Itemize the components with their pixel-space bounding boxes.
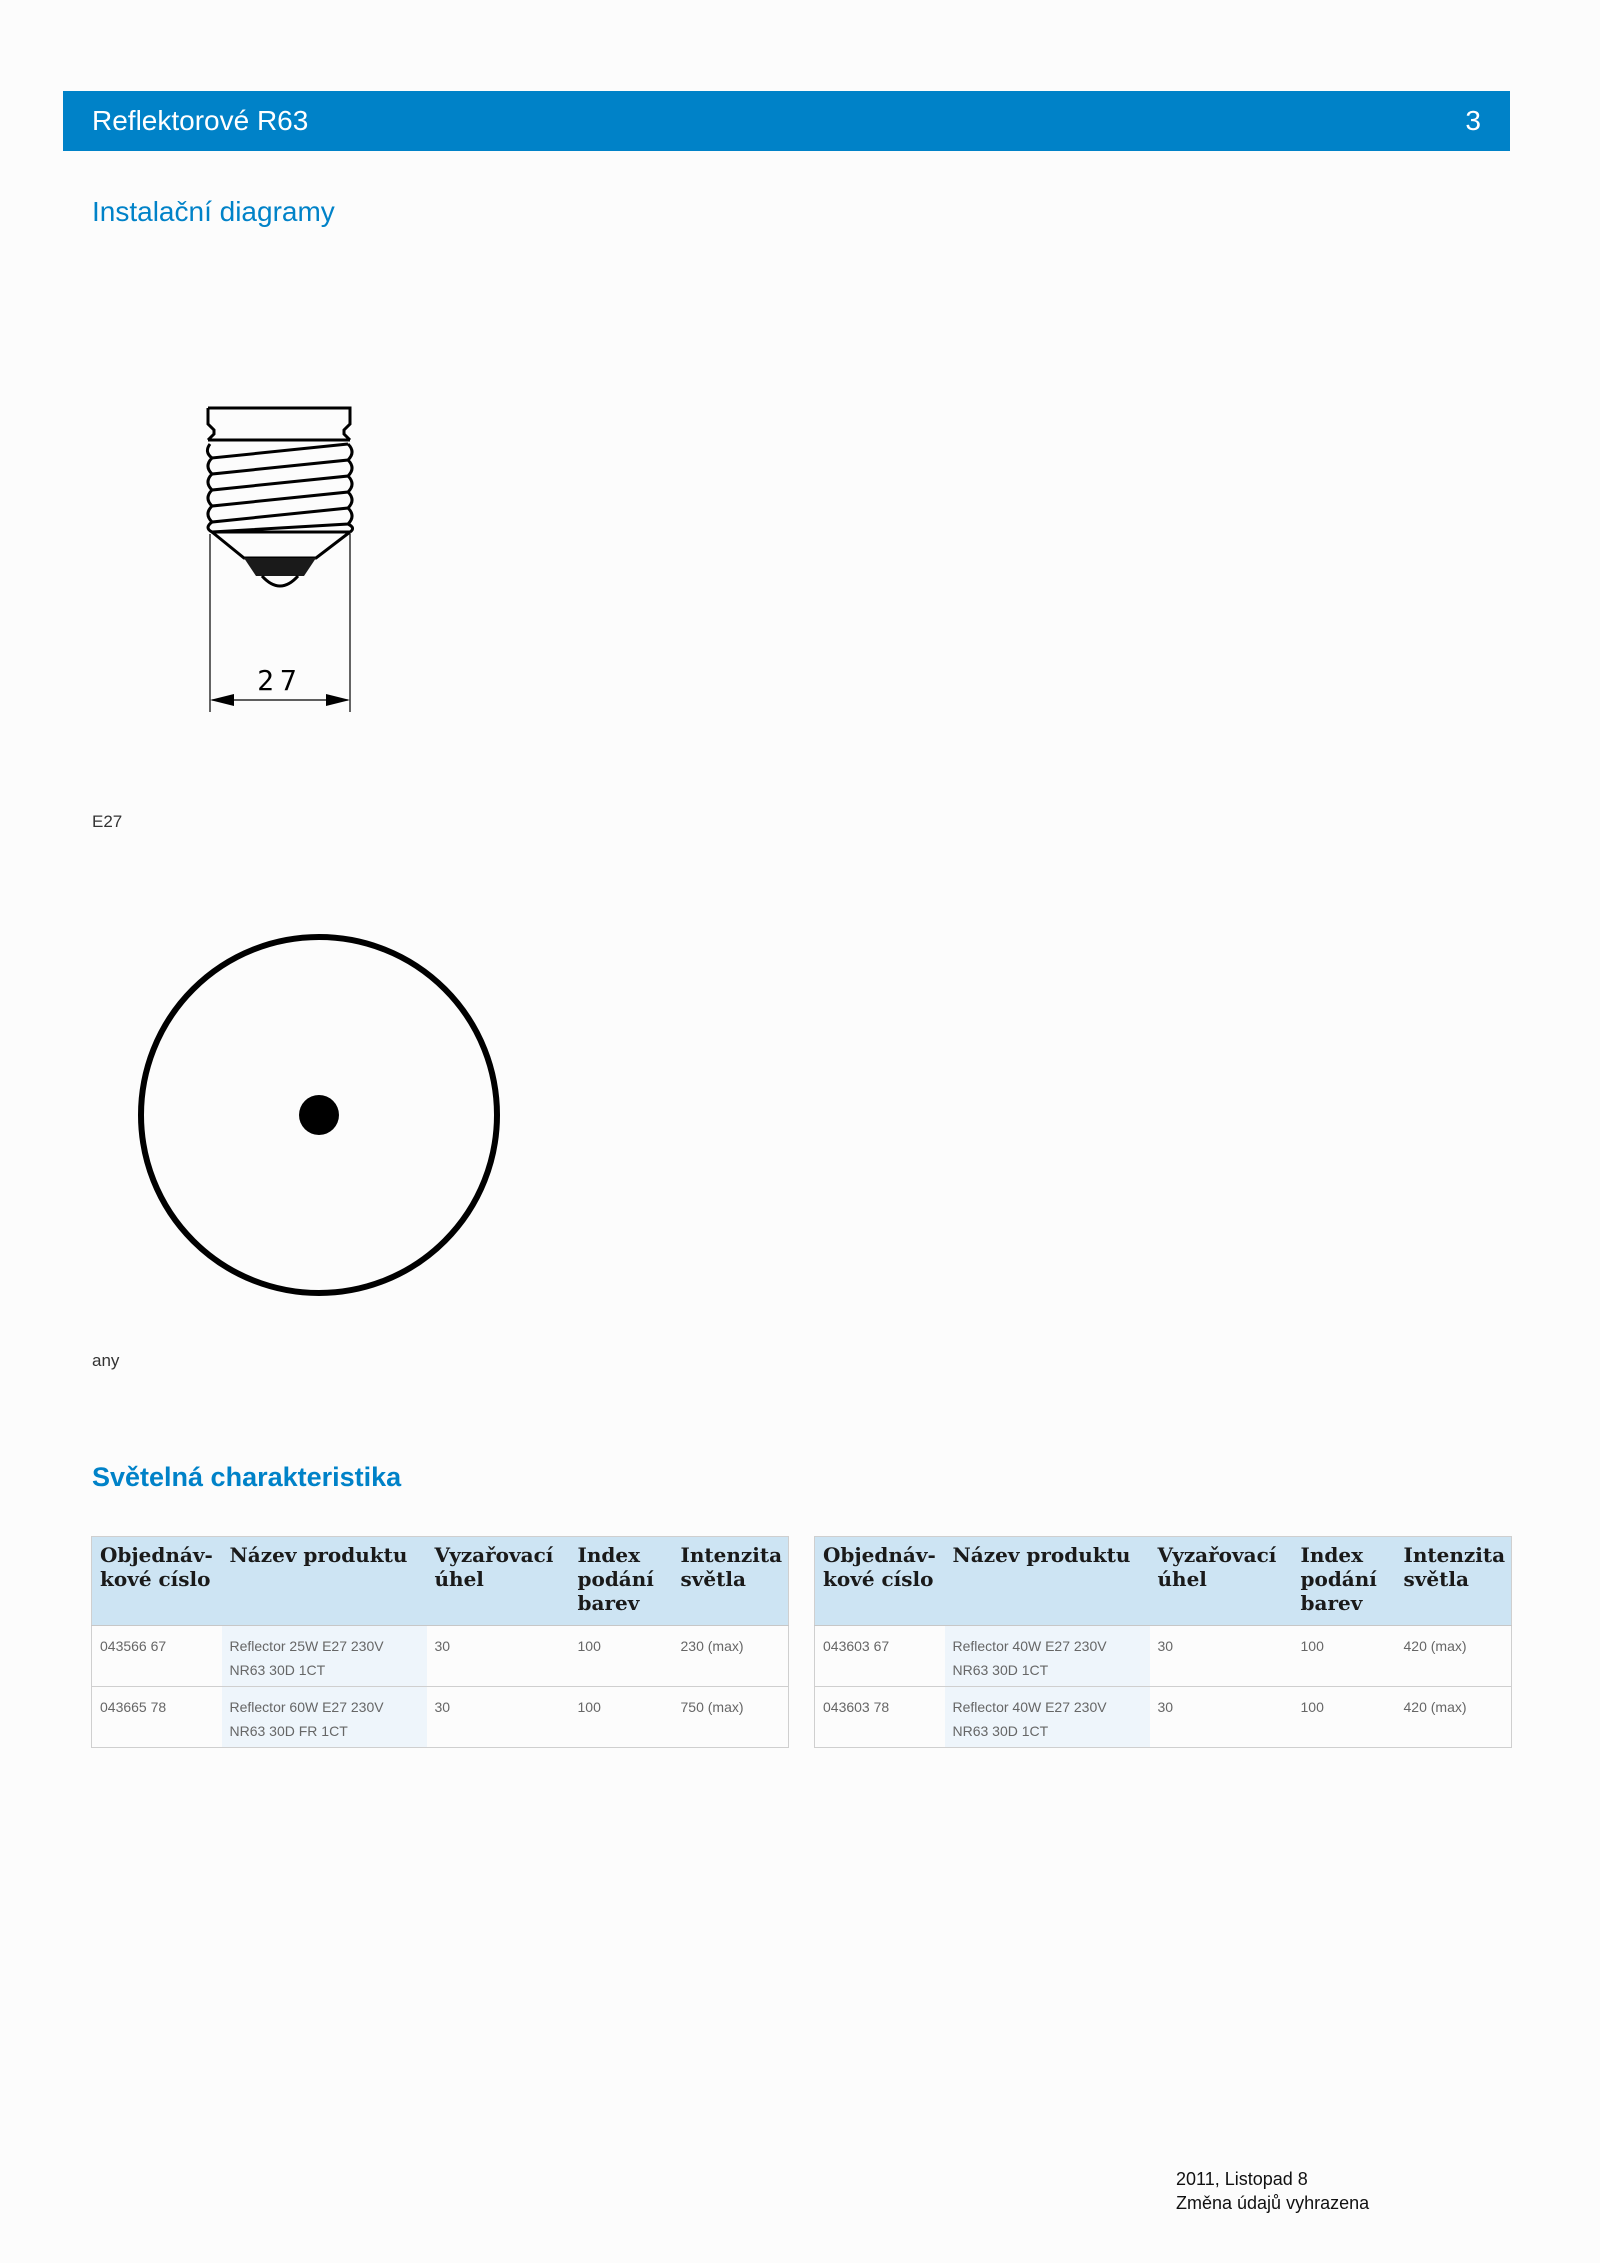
cri-value: 100 — [570, 1626, 673, 1687]
order-number: 043603 78 — [815, 1687, 945, 1748]
table-header-row — [815, 1537, 1512, 1626]
e27-cap-diagram — [200, 400, 360, 720]
e27-caption: E27 — [92, 812, 123, 831]
intensity-value: 420 (max) — [1396, 1687, 1512, 1748]
footer-note: Změna údajů vyhrazena — [1176, 2193, 1370, 2213]
order-number: 043603 67 — [815, 1626, 945, 1687]
col-intensity: Intenzita světla — [1396, 1537, 1512, 1626]
document-title: Reflektorové R63 — [92, 105, 309, 136]
col-order-number: Objednáv-kové císlo — [815, 1537, 945, 1626]
table-row — [92, 1626, 789, 1687]
footer-date: 2011, Listopad 8 — [1176, 2169, 1308, 2189]
product-name: Reflector 25W E27 230V NR63 30D 1CT — [222, 1626, 427, 1687]
light-characteristics-heading: Světelná charakteristika — [92, 1462, 402, 1492]
cri-value: 100 — [570, 1687, 673, 1748]
beam-angle: 30 — [1150, 1687, 1293, 1748]
table-row — [92, 1687, 789, 1748]
col-intensity: Intenzita světla — [673, 1537, 789, 1626]
col-beam-angle: Vyzařovací úhel — [1150, 1537, 1293, 1626]
product-name: Reflector 40W E27 230V NR63 30D 1CT — [945, 1687, 1150, 1748]
footer — [1176, 2167, 1369, 2215]
col-product-name: Název produktu — [945, 1537, 1150, 1626]
table-row — [815, 1626, 1512, 1687]
col-beam-angle: Vyzařovací úhel — [427, 1537, 570, 1626]
beam-angle: 30 — [427, 1687, 570, 1748]
cri-value: 100 — [1293, 1687, 1396, 1748]
cri-value: 100 — [1293, 1626, 1396, 1687]
col-cri: Index podání barev — [1293, 1537, 1396, 1626]
any-caption: any — [92, 1351, 120, 1370]
intensity-value: 230 (max) — [673, 1626, 789, 1687]
table-header-row — [92, 1537, 789, 1626]
intensity-value: 750 (max) — [673, 1687, 789, 1748]
product-name: Reflector 40W E27 230V NR63 30D 1CT — [945, 1626, 1150, 1687]
intensity-value: 420 (max) — [1396, 1626, 1512, 1687]
light-table-left — [91, 1536, 789, 1748]
col-order-number: Objednáv-kové císlo — [92, 1537, 222, 1626]
install-diagrams-title: Instalační diagramy — [92, 196, 335, 227]
col-cri: Index podání barev — [570, 1537, 673, 1626]
e27-dimension-label: 27 — [257, 664, 303, 697]
table-row — [815, 1687, 1512, 1748]
order-number: 043566 67 — [92, 1626, 222, 1687]
beam-angle: 30 — [1150, 1626, 1293, 1687]
beam-angle: 30 — [427, 1626, 570, 1687]
light-table-right — [814, 1536, 1512, 1748]
product-name: Reflector 60W E27 230V NR63 30D FR 1CT — [222, 1687, 427, 1748]
page-number: 3 — [1465, 105, 1481, 136]
header-bar — [63, 91, 1510, 151]
any-position-diagram — [135, 930, 505, 1300]
order-number: 043665 78 — [92, 1687, 222, 1748]
col-product-name: Název produktu — [222, 1537, 427, 1626]
